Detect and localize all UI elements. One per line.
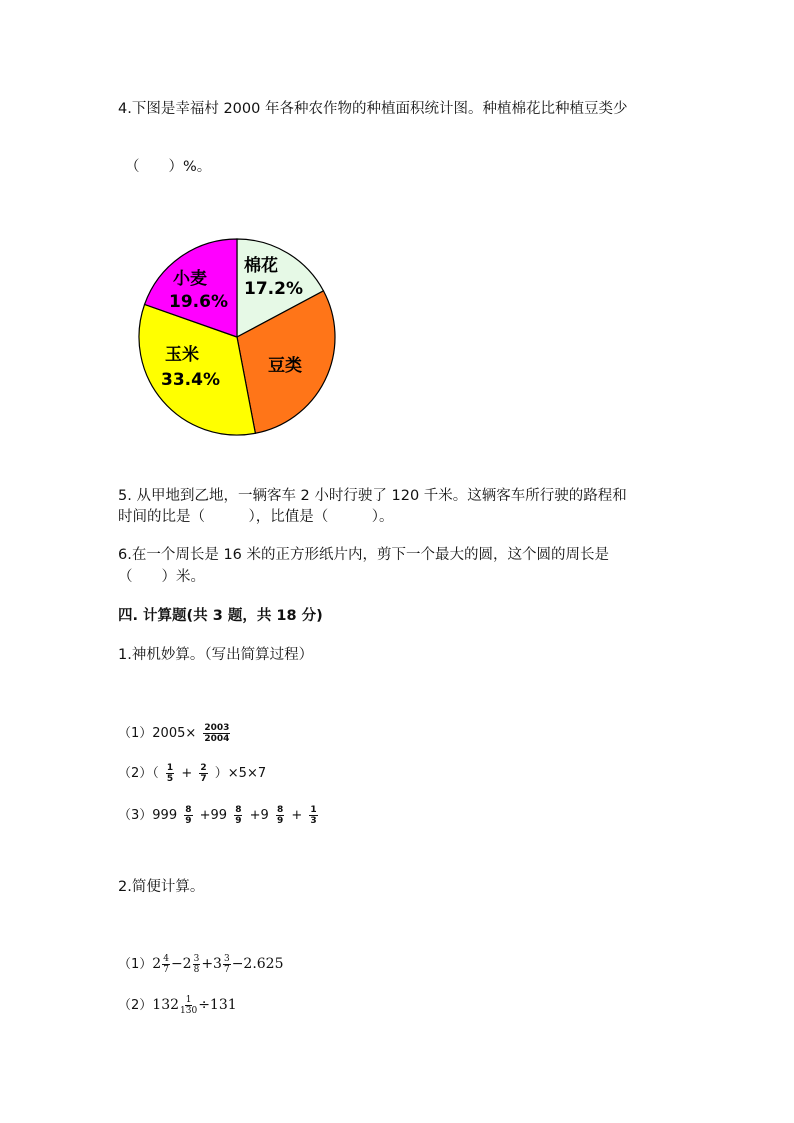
slice-label-cotton: 棉花 (244, 256, 278, 276)
slice-value-wheat: 19.6% (169, 292, 228, 312)
question-4-text: 4.下图是幸福村 2000 年各种农作物的种植面积统计图。种植棉花比种植豆类少 (118, 101, 628, 117)
question-5-line2: 时间的比是（ ），比值是（ ）。 (118, 509, 394, 525)
section-title: 四. 计算题(共 3 题，共 18 分) (118, 608, 323, 624)
question-5-line1: 5. 从甲地到乙地，一辆客车 2 小时行驶了 120 千米。这辆客车所行驶的路程和 (118, 488, 627, 504)
calc1-item3: （3）999 $\frac{8}{9}$ +99 $\frac{8}{9}$ +9 $\frac{8}{9}$ + $\frac{1}{3}$ (118, 805, 317, 826)
calc2-title: 2.简便计算。 (118, 879, 205, 895)
question-4-blank: （ ）%。 (125, 159, 212, 175)
question-6-line2: （ ）米。 (118, 569, 205, 585)
slice-label-corn: 玉米 (165, 345, 199, 365)
pie-chart (127, 227, 347, 447)
calc1-title: 1.神机妙算。（写出简算过程） (118, 647, 314, 663)
calc2-item2: （2）132 $\frac{1}{130}$ ÷131 (118, 994, 237, 1016)
calc2-item1: （1）2 $\frac{4}{7}$ −2 $\frac{3}{8}$ +3 $\frac{3}{7}$ −2.625 (118, 953, 284, 975)
slice-value-cotton: 17.2% (244, 279, 303, 299)
calc1-item1: （1）2005× $\frac{2003}{2004}$ (118, 723, 230, 744)
slice-label-wheat: 小麦 (173, 269, 207, 289)
slice-value-corn: 33.4% (161, 370, 220, 390)
calc1-item2: （2）（ $\frac{1}{5}$ + $\frac{2}{7}$ ）×5×7 (118, 763, 267, 784)
slice-label-beans: 豆类 (268, 356, 302, 376)
question-6-line1: 6.在一个周长是 16 米的正方形纸片内，剪下一个最大的圆，这个圆的周长是 (118, 547, 610, 563)
